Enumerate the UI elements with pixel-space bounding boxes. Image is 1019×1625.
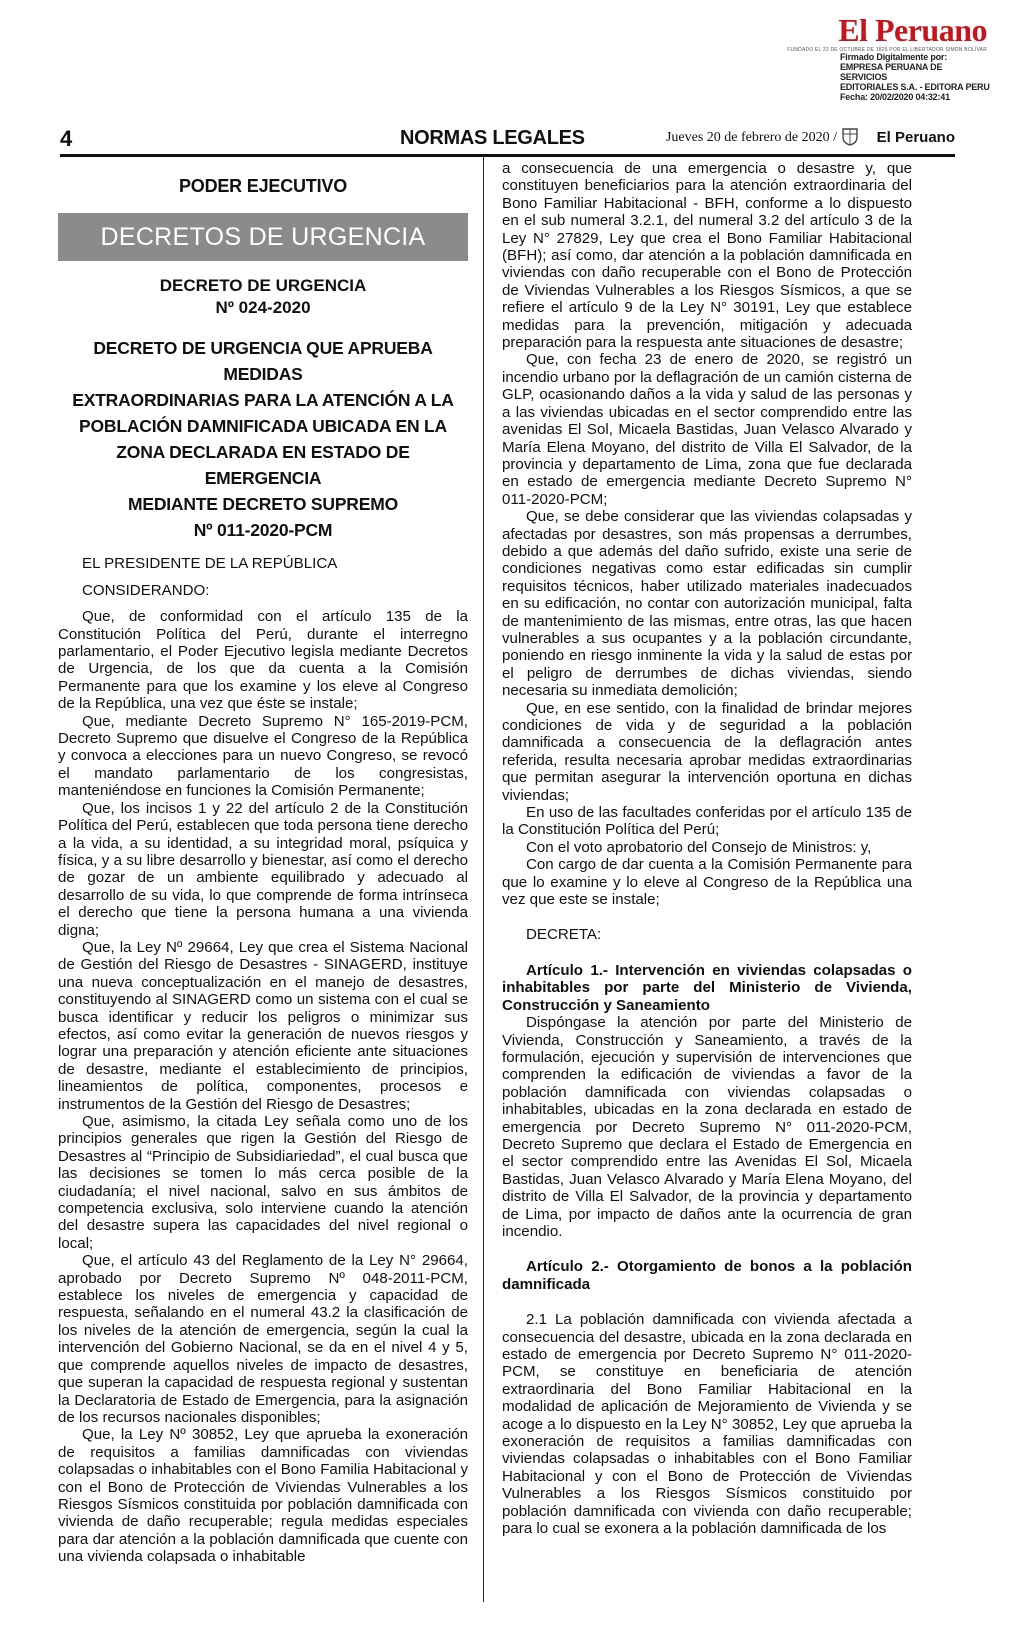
title-line: POBLACIÓN DAMNIFICADA UBICADA EN LA [79,416,447,437]
paragraph: Que, la Ley Nº 29664, Ley que crea el Sistema Nacional de Gestión del Riesgo de Desastres - SINAGERD, instituye una nueva conceptualización en el manejo de desastres, constituyendo al SINAGERD como un sistema con el cual se busca identificar y reducir los peligros o minimizar sus efectos, así como evitar la generación de nuevos riesgos y lograr una preparación y atención eficiente ante situaciones de desastre, mediante el establecimiento de principios, lineamientos de política, componentes, procesos e instrumentos de la Gestión del Riesgo de Desastres; [58,938,468,1113]
coat-of-arms-icon [841,126,859,146]
paragraph: Que, de conformidad con el artículo 135 de la Constitución Política del Perú, durante el interregno parlamentario, el Poder Ejecutivo legisla mediante Decretos de Urgencia, de los que da cuenta a la Comisión Permanente para que los examine y los eleve al Congreso de la República, una vez que éste se instale; [58,608,468,713]
decreta-line: DECRETA: [526,926,602,944]
masthead-tagline: FUNDADO EL 22 DE OCTUBRE DE 1825 POR EL LIBERTADOR SIMÓN BOLÍVAR [787,47,987,53]
article-2-text: 2.1 La población damnificada con vivienda afectada a consecuencia del desastre, ubicada en la zona declarada en estado de emergencia por Decreto Supremo N° 011-2020-PCM, se constituye en beneficiaria de atención extraordinaria del Bono Familiar Habitacional en la modalidad de aplicación de Mejoramiento de Vivienda y se acoge a lo dispuesto en la Ley N° 30852, Ley que aprueba la exoneración de requisitos a familias damnificadas con viviendas colapsadas o inhabitables con el Bono Familiar Habitacional y con el Bono de Protección de Viviendas Vulnerables a los Riesgos Sísmicos constituido por población damnificada con vivienda con daño recuperable; para lo cual se exonera a la población damnificada de los [502,1311,912,1538]
title-line: MEDIANTE DECRETO SUPREMO [127,494,399,515]
article-2-title: Artículo 2.- Otorgamiento de bonos a la población damnificada [502,1258,912,1293]
paragraph: Que, mediante Decreto Supremo N° 165-2019-PCM, Decreto Supremo que disuelve el Congreso de la República y convoca a elecciones para un nuevo Congreso, se revocó el mandato parlamentario de los congresistas, manteniéndose en funciones la Comisión Permanente; [58,712,468,800]
section-heading: PODER EJECUTIVO [178,176,348,196]
decree-id: Nº 024-2020 [215,298,311,318]
decree-title [58,335,468,543]
signature-line: EDITORIALES S.A. - EDITORA PERU [840,82,990,92]
title-line: EXTRAORDINARIAS PARA LA ATENCIÓN A LA [72,390,454,411]
paragraph: a consecuencia de una emergencia o desastre y, que constituyen beneficiarios para la atención extraordinaria del Bono Familiar Habitacional - BFH, conforme a lo dispuesto en el sub numeral 3.2.1, del numeral 3.2 del artículo 3 de la Ley N° 27829, Ley que crea el Bono Familiar Habitacional (BFH); así como, dar atención a la población damnificada en viviendas con daño recuperable con el Bono de Protección de Viviendas Vulnerables a los Riesgos Sísmicos, a que se refiere el artículo 9 de la Ley N° 30191, Ley que establece medidas para la prevención, mitigación y adecuada preparación para la respuesta ante situaciones de desastre; [502,160,912,352]
paragraph: Que, se debe considerar que las viviendas colapsadas y afectadas por desastres, son más propensas a derrumbes, debido a que además del daño sufrido, existe una serie de condiciones negativas como estar edificadas sin cumplir requisitos técnicos, haber utilizado materiales inadecuados en su edificación, no contar con autorización municipal, falta de mantenimiento de las mismas, entre otras, las que hacen vulnerables a sus ocupantes y a la población circundante, poniendo en riesgo inminente la vida y la salud de estas por el peligro de derrumbes de dichas viviendas, siendo necesaria su inmediata demolición; [502,508,912,700]
masthead-logo: El Peruano [838,12,987,48]
category-banner: DECRETOS DE URGENCIA [58,213,468,261]
paragraph: Que, en ese sentido, con la finalidad de brindar mejores condiciones de vida y de seguridad a la población damnificada a consecuencia de la deflagración antes referida, resulta necesaria aprobar medidas extraordinarias que permitan asegurar la intervención oportuna en dichas viviendas; [502,699,912,804]
paragraph: Con cargo de dar cuenta a la Comisión Permanente para que lo examine y lo eleve al Congreso de la República una vez que este se instale; [502,856,912,909]
signature-line: EMPRESA PERUANA DE SERVICIOS [840,62,943,82]
publication-brand: El Peruano [876,129,955,146]
paragraph: Que, con fecha 23 de enero de 2020, se registró un incendio urbano por la deflagración de un camión cisterna de GLP, ocasionando daños a la vida y salud de las personas y a las viviendas ubicadas en el sector comprendido entre las avenidas El Sol, Micaela Bastidas, Juan Velasco Alvarado y María Elena Moyano, del distrito de Villa El Salvador, de la provincia y departamento de Lima, zona que fue declarada en estado de emergencia mediante Decreto Supremo N° 011-2020-PCM; [502,351,912,508]
paragraph: Que, la Ley Nº 30852, Ley que aprueba la exoneración de requisitos a familias damnificadas con viviendas colapsadas o inhabitables con el Bono Familia Habitacional y con el Bono de Protección de Viviendas Vulnerables a los Riesgos Sísmicos constituida por población damnificada con vivienda de daño recuperable; regula medidas especiales para dar atención a la población damnificada que cuente con una vivienda colapsada o inhabitable [58,1426,468,1566]
title-line: Nº 011-2020-PCM [193,520,333,541]
title-line: DECRETO DE URGENCIA QUE APRUEBA MEDIDAS [93,338,433,385]
decree-label: DECRETO DE URGENCIA [159,276,367,296]
column-divider [483,157,484,1602]
left-column [58,170,468,1566]
section-name: NORMAS LEGALES [400,127,585,149]
article-1-title: Artículo 1.- Intervención en viviendas colapsadas o inhabitables por parte del Ministerio de Vivienda, Construcción y Saneamiento [502,961,912,1014]
decree-number [58,275,468,319]
right-column [502,160,912,1537]
paragraph: Con el voto aprobatorio del Consejo de Ministros: y, [526,838,872,856]
page-number: 4 [60,126,73,151]
signature-line: Fecha: 20/02/2020 04:32:41 [840,92,950,102]
paragraph: En uso de las facultades conferidas por el artículo 135 de la Constitución Política del Perú; [502,804,912,839]
page-header [60,120,955,157]
digital-signature [840,52,990,102]
paragraph: Que, los incisos 1 y 22 del artículo 2 de la Constitución Política del Perú, establecen que toda persona tiene derecho a la vida, a su identidad, a su integridad moral, psíquica y física, y a su libre desarrollo y bienestar, así como el derecho de gozar de un ambiente equilibrado y adecuado al desarrollo de su vida, lo que comprende de forma intrínseca el derecho que tiene la persona humana a una vivienda digna; [58,799,468,939]
paragraph: Que, asimismo, la citada Ley señala como uno de los principios generales que rigen la Gestión del Riesgo de Desastres al “Principio de Subsidiariedad”, el cual busca que las decisiones se tomen lo más cerca posible de la ciudadanía; el nivel nacional, salvo en sus ámbitos de competencia exclusiva, solo interviene cuando la atención del desastre supera las capacidades del nivel regional o local; [58,1113,468,1252]
signature-line: Firmado Digitalmente por: [840,52,948,62]
considerando-line: CONSIDERANDO: [82,581,210,599]
paragraph: Que, el artículo 43 del Reglamento de la Ley N° 29664, aprobado por Decreto Supremo Nº 048-2011-PCM, establece los niveles de emergencia y capacidad de respuesta, señalando en el numeral 43.2 la clasificación de los niveles de la atención de emergencia, según la cual la intervención del Gobierno Nacional, se da en el nivel 4 y 5, que comprende aquellos niveles de impacto de desastres, que superan la capacidad de respuesta regional y sustentan la Declaratoria de Estado de Emergencia, para la asignación de los recursos nacionales disponibles; [58,1252,468,1426]
title-line: ZONA DECLARADA EN ESTADO DE EMERGENCIA [116,442,410,489]
presidente-line: EL PRESIDENTE DE LA REPÚBLICA [82,555,338,573]
masthead [787,14,987,54]
article-1-text: Dispóngase la atención por parte del Ministerio de Vivienda, Construcción y Saneamiento, a través de la formulación, ejecución y supervisión de intervenciones que comprenden la edificación de viviendas a favor de la población damnificada con viviendas colapsadas o inhabitables, ubicadas en la zona declarada en estado de emergencia por Decreto Supremo N° 011-2020-PCM, Decreto Supremo que declara el Estado de Emergencia en el sector comprendido entre las Avenidas El Sol, Micaela Bastidas, Juan Velasco Alvarado y María Elena Moyano, del distrito de Villa El Salvador, de la provincia y departamento de Lima, por impacto de daños ante la ocurrencia de gran incendio. [502,1014,912,1240]
publication-date: Jueves 20 de febrero de 2020 / [665,130,837,145]
